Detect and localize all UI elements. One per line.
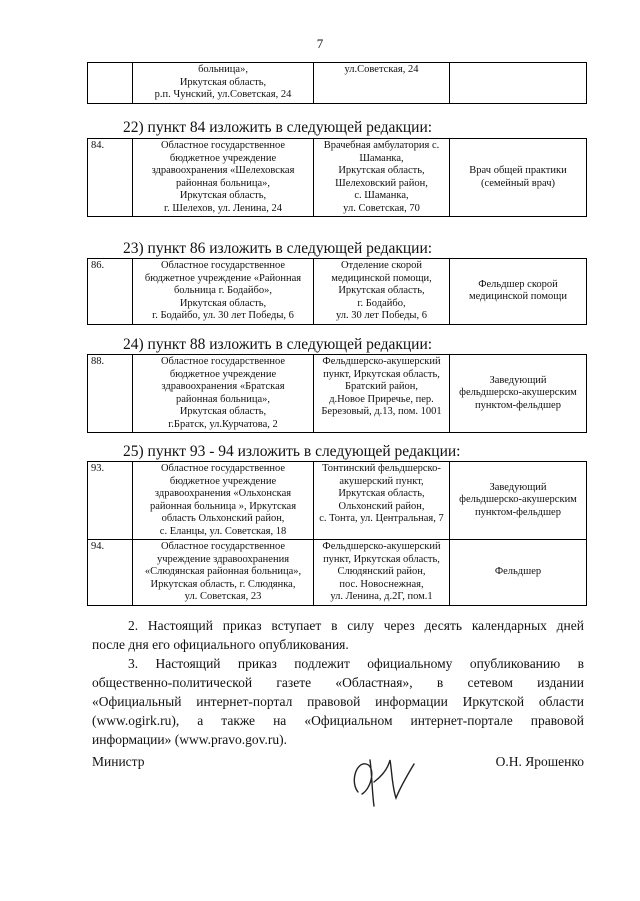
section-heading-22: 22) пункт 84 изложить в следующей редакции: bbox=[123, 119, 433, 136]
table-point-84 bbox=[87, 138, 587, 217]
cell-address: Фельдшерско-акушерский пункт, Иркутская область, Слюдянский район, пос. Новоснежная, ул. Ленина, д.2Г, пом.1 bbox=[314, 540, 450, 606]
cell-num: 93. bbox=[88, 462, 133, 540]
cell-address: Тонтинский фельдшерско- акушерский пункт, Иркутская область, Ольхонский район, с. Тонта, ул. Центральная, 7 bbox=[314, 462, 450, 540]
cell-institution: Областное государственное бюджетное учреждение здравоохранения «Шелеховская районная больница», Иркутская область, г. Шелехов, ул. Ленина, 24 bbox=[133, 139, 314, 217]
table-row bbox=[88, 259, 587, 325]
cell-address: Отделение скорой медицинской помощи, Иркутская область, г. Бодайбо, ул. 30 лет Победы, 6 bbox=[314, 259, 450, 325]
cell-num: 94. bbox=[88, 540, 133, 606]
section-heading-24: 24) пункт 88 изложить в следующей редакции: bbox=[123, 336, 433, 353]
table-point-88 bbox=[87, 354, 587, 433]
cell-num: 88. bbox=[88, 355, 133, 433]
cell-position: Заведующий фельдшерско-акушерским пунктом-фельдшер bbox=[450, 355, 587, 433]
section-heading-23: 23) пункт 86 изложить в следующей редакции: bbox=[123, 240, 433, 257]
cell-num bbox=[88, 63, 133, 104]
cell-address: Фельдшерско-акушерский пункт, Иркутская область, Братский район, д.Новое Приречье, пер. Березовый, д.13, пом. 1001 bbox=[314, 355, 450, 433]
cell-address: Врачебная амбулатория с. Шаманка, Иркутская область, Шелеховский район, с. Шаманка, ул. Советская, 70 bbox=[314, 139, 450, 217]
cell-num: 84. bbox=[88, 139, 133, 217]
cell-institution: Областное государственное бюджетное учреждение здравоохранения «Ольхонская районная больница », Иркутская область Ольхонский район, с. Еланцы, ул. Советская, 18 bbox=[133, 462, 314, 540]
cell-institution: Областное государственное учреждение здравоохранения «Слюдянская районная больница», Иркутская область, г. Слюдянка, ул. Советская, 23 bbox=[133, 540, 314, 606]
signatory-title: Министр bbox=[92, 754, 145, 769]
table-row bbox=[88, 63, 587, 104]
signatory-name: О.Н. Ярошенко bbox=[495, 754, 584, 769]
handwritten-signature bbox=[348, 752, 428, 812]
table-row bbox=[88, 540, 587, 606]
cell-address: ул.Советская, 24 bbox=[314, 63, 450, 104]
section-heading-25: 25) пункт 93 - 94 изложить в следующей редакции: bbox=[123, 443, 461, 460]
cell-position: Врач общей практики (семейный врач) bbox=[450, 139, 587, 217]
table-row bbox=[88, 139, 587, 217]
cell-position: Фельдшер bbox=[450, 540, 587, 606]
table-row bbox=[88, 462, 587, 540]
page-number: 7 bbox=[316, 36, 324, 51]
paragraph-2: 2. Настоящий приказ вступает в силу через десять календарных дней после дня его официального опубликования. bbox=[92, 618, 584, 652]
cell-position: Заведующий фельдшерско-акушерским пунктом-фельдшер bbox=[450, 462, 587, 540]
cell-institution: больница», Иркутская область, р.п. Чунский, ул.Советская, 24 bbox=[133, 63, 314, 104]
paragraph-3: 3. Настоящий приказ подлежит официальному опубликованию в общественно-политической газете «Областная», в сетевом издании «Официальный интернет-портал правовой информации Иркутской области (www.ogirk.ru), а также на «Официальном интернет-портале правовой информации» (www.pravo.gov.ru). bbox=[92, 656, 584, 747]
table-row bbox=[88, 355, 587, 433]
cell-institution: Областное государственное бюджетное учреждение здравоохранения «Братская районная больница», Иркутская область, г.Братск, ул.Курчатова, 2 bbox=[133, 355, 314, 433]
cell-institution: Областное государственное бюджетное учреждение «Районная больница г. Бодайбо», Иркутская область, г. Бодайбо, ул. 30 лет Победы, 6 bbox=[133, 259, 314, 325]
table-point-93-94 bbox=[87, 461, 587, 606]
table-prev-continuation bbox=[87, 62, 587, 104]
cell-num: 86. bbox=[88, 259, 133, 325]
cell-position bbox=[450, 63, 587, 104]
table-point-86 bbox=[87, 258, 587, 325]
cell-position: Фельдшер скорой медицинской помощи bbox=[450, 259, 587, 325]
